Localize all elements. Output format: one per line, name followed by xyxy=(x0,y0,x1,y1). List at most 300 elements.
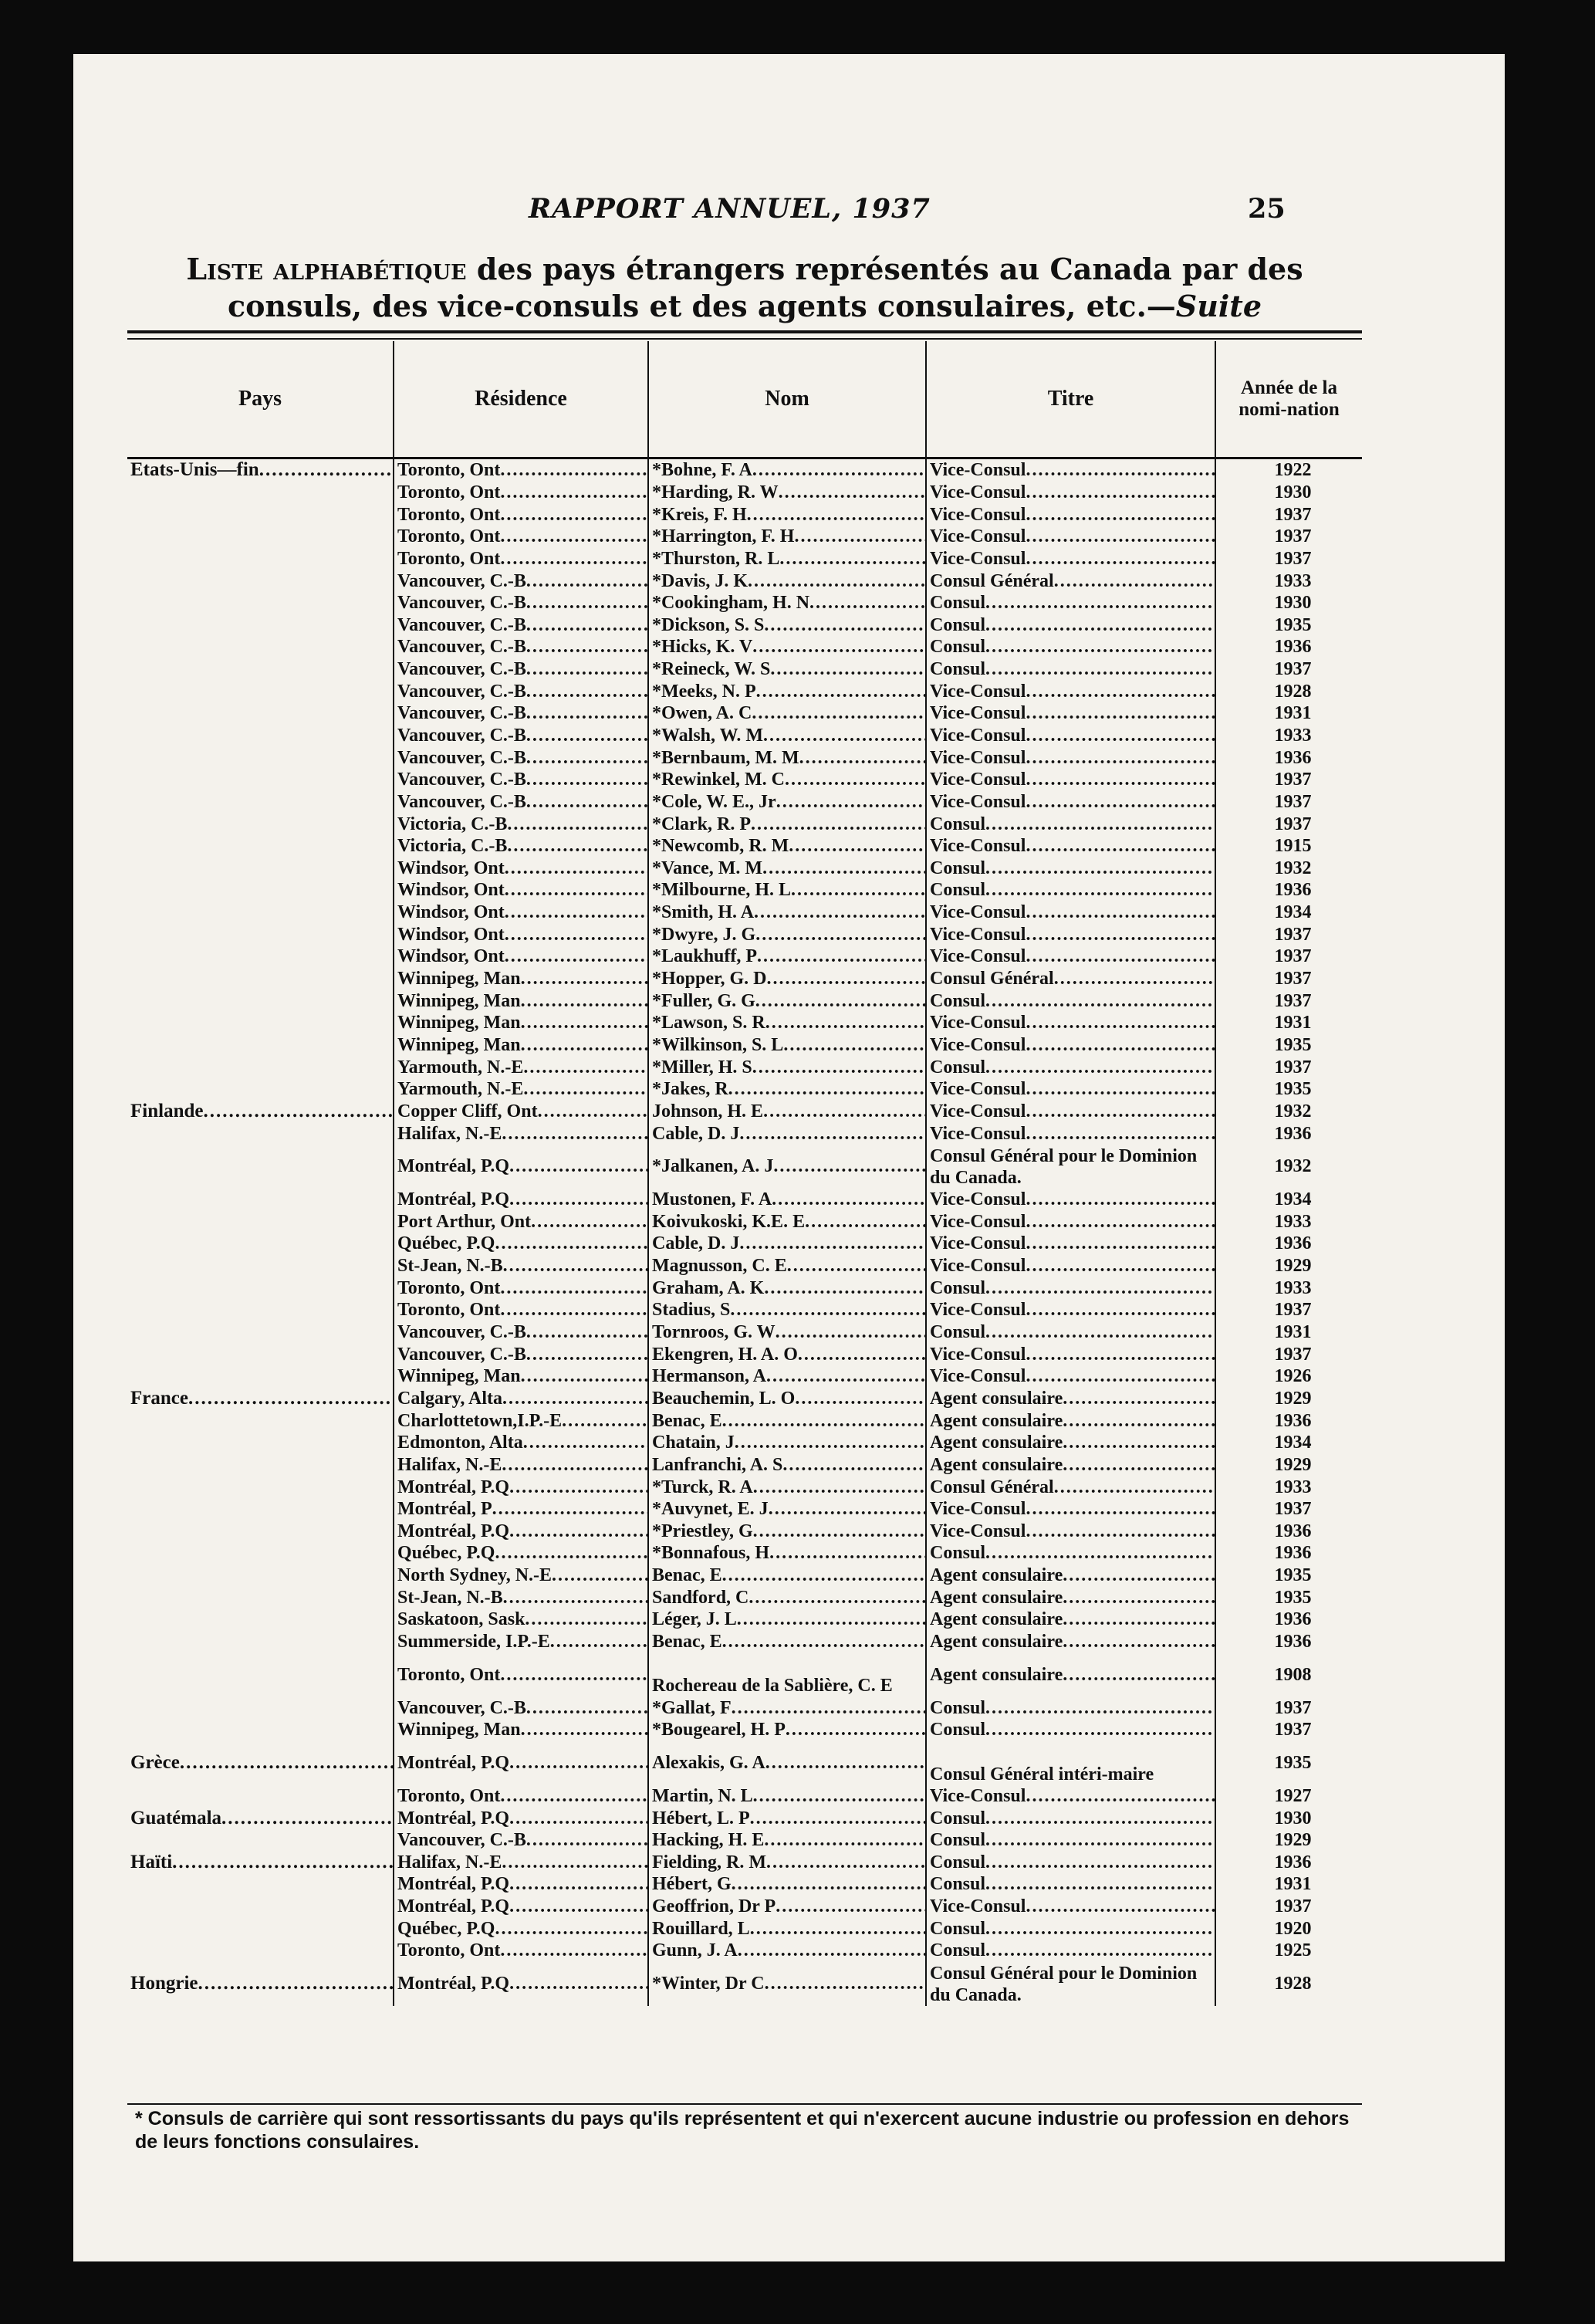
leader-dots xyxy=(552,1565,648,1585)
table-row xyxy=(127,725,1362,747)
cell-titre: Vice-Consul ..... xyxy=(926,526,1215,548)
table-row xyxy=(127,1101,1362,1123)
leader-dots xyxy=(763,726,926,746)
leader-dots xyxy=(1026,1300,1215,1320)
cell-annee: 1937 xyxy=(1215,1056,1362,1078)
table-row xyxy=(127,1807,1362,1829)
cell-pays: Hongrie ..... xyxy=(127,1962,394,2006)
cell-nom: *Hicks, K. V ..... xyxy=(648,636,926,658)
leader-dots xyxy=(523,1079,648,1099)
cell-nom: *Auvynet, E. J ..... xyxy=(648,1498,926,1521)
cell-titre: Vice-Consul ..... xyxy=(926,702,1215,725)
leader-dots xyxy=(764,1278,926,1298)
leader-dots xyxy=(779,482,926,502)
leader-dots xyxy=(985,593,1215,613)
leader-dots xyxy=(502,1389,648,1409)
leader-dots xyxy=(735,1433,926,1453)
leader-dots xyxy=(172,1852,394,1872)
cell-nom: *Cole, W. E., Jr ..... xyxy=(648,791,926,814)
cell-pays xyxy=(127,548,394,570)
cell-annee: 1930 xyxy=(1215,1807,1362,1829)
cell-pays xyxy=(127,1056,394,1078)
leader-dots xyxy=(985,1852,1215,1872)
leader-dots xyxy=(1026,482,1215,502)
cell-residence: Summerside, I.P.-E ..... xyxy=(394,1631,648,1653)
leader-dots xyxy=(1026,748,1215,768)
leader-dots xyxy=(769,1499,926,1519)
cell-titre: Consul ..... xyxy=(926,1719,1215,1741)
leader-dots xyxy=(1026,770,1215,790)
cell-pays xyxy=(127,1078,394,1101)
caption-text: des pays étrangers représentés au Canada par des consuls, des vice-consuls et des agents consulaires, etc.— xyxy=(227,252,1303,323)
leader-dots xyxy=(985,1278,1215,1298)
leader-dots xyxy=(752,703,926,723)
cell-residence: Vancouver, C.-B ..... xyxy=(394,791,648,814)
leader-dots xyxy=(500,1940,648,1960)
cell-annee: 1937 xyxy=(1215,791,1362,814)
leader-dots xyxy=(765,1013,926,1033)
cell-residence: Montréal, P.Q ..... xyxy=(394,1145,648,1189)
cell-titre: Vice-Consul ..... xyxy=(926,1343,1215,1365)
cell-titre: Agent consulaire ..... xyxy=(926,1388,1215,1410)
cell-pays xyxy=(127,636,394,658)
leader-dots xyxy=(500,549,648,569)
leader-dots xyxy=(509,1896,648,1916)
cell-residence: Winnipeg, Man ..... xyxy=(394,1365,648,1388)
cell-annee: 1935 xyxy=(1215,1586,1362,1609)
leader-dots xyxy=(766,1366,926,1386)
leader-dots xyxy=(773,1156,926,1176)
cell-residence: Copper Cliff, Ont ..... xyxy=(394,1101,648,1123)
cell-nom: Geoffrion, Dr P ..... xyxy=(648,1896,926,1918)
caption-suite: Suite xyxy=(1175,289,1262,323)
cell-pays xyxy=(127,592,394,614)
cell-titre: Vice-Consul ..... xyxy=(926,902,1215,924)
cell-nom: Alexakis, G. A ..... xyxy=(648,1741,926,1785)
table-row xyxy=(127,858,1362,880)
leader-dots xyxy=(791,880,926,900)
cell-residence: Winnipeg, Man ..... xyxy=(394,1719,648,1741)
leader-dots xyxy=(1063,1665,1215,1685)
table-row xyxy=(127,1189,1362,1211)
cell-nom: *Wilkinson, S. L ..... xyxy=(648,1034,926,1057)
cell-titre: Agent consulaire ..... xyxy=(926,1653,1215,1696)
cell-titre: Consul Général ..... xyxy=(926,968,1215,990)
cell-annee: 1936 xyxy=(1215,1520,1362,1542)
table-row xyxy=(127,636,1362,658)
leader-dots xyxy=(521,969,648,989)
leader-dots xyxy=(752,637,926,657)
cell-nom: Hermanson, A ..... xyxy=(648,1365,926,1388)
cell-annee: 1935 xyxy=(1215,614,1362,636)
cell-titre: Vice-Consul ..... xyxy=(926,945,1215,968)
leader-dots xyxy=(1026,460,1215,480)
leader-dots xyxy=(756,682,926,702)
table-row xyxy=(127,680,1362,702)
cell-residence: Yarmouth, N.-E ..... xyxy=(394,1056,648,1078)
table-row xyxy=(127,1653,1362,1696)
leader-dots xyxy=(809,593,926,613)
cell-residence: North Sydney, N.-E ..... xyxy=(394,1565,648,1587)
cell-residence: Vancouver, C.-B ..... xyxy=(394,769,648,791)
leader-dots xyxy=(985,1698,1215,1718)
cell-residence: Montréal, P.Q ..... xyxy=(394,1896,648,1918)
cell-nom: *Miller, H. S ..... xyxy=(648,1056,926,1078)
cell-pays xyxy=(127,1476,394,1498)
cell-titre: Vice-Consul ..... xyxy=(926,1012,1215,1034)
leader-dots xyxy=(526,637,648,657)
cell-titre: Consul ..... xyxy=(926,1829,1215,1852)
cell-annee: 1927 xyxy=(1215,1785,1362,1808)
cell-annee: 1931 xyxy=(1215,1873,1362,1896)
cell-nom: *Gallat, F ..... xyxy=(648,1696,926,1719)
cell-titre: Vice-Consul ..... xyxy=(926,1299,1215,1321)
cell-titre: Agent consulaire ..... xyxy=(926,1432,1215,1454)
cell-titre: Consul Général pour le Dominion du Canada. xyxy=(926,1962,1215,2006)
leader-dots xyxy=(203,1101,394,1121)
cell-annee: 1937 xyxy=(1215,1896,1362,1918)
leader-dots xyxy=(739,1233,926,1253)
cell-titre: Consul ..... xyxy=(926,1696,1215,1719)
cell-annee: 1931 xyxy=(1215,1321,1362,1344)
leader-dots xyxy=(722,1411,926,1431)
cell-pays xyxy=(127,902,394,924)
cell-pays xyxy=(127,1255,394,1277)
leader-dots xyxy=(1026,1189,1215,1209)
cell-residence: Vancouver, C.-B ..... xyxy=(394,1829,648,1852)
leader-dots xyxy=(526,615,648,635)
cell-annee: 1937 xyxy=(1215,1343,1362,1365)
footnote: * Consuls de carrière qui sont ressortissants du pays qu'ils représentent et qui n'exercent aucune industrie ou profession en dehors de leurs fonctions consulaires. xyxy=(135,2108,1350,2153)
cell-pays xyxy=(127,614,394,636)
cell-residence: St-Jean, N.-B ..... xyxy=(394,1255,648,1277)
cell-residence: Toronto, Ont ..... xyxy=(394,548,648,570)
cell-annee: 1930 xyxy=(1215,592,1362,614)
cell-titre: Agent consulaire ..... xyxy=(926,1609,1215,1631)
column-header-nom: Nom xyxy=(648,341,926,458)
cell-nom: Benac, E ..... xyxy=(648,1565,926,1587)
leader-dots xyxy=(526,593,648,613)
leader-dots xyxy=(1026,946,1215,966)
cell-annee: 1922 xyxy=(1215,458,1362,482)
cell-pays xyxy=(127,1343,394,1365)
leader-dots xyxy=(550,1632,648,1652)
cell-pays xyxy=(127,1829,394,1852)
cell-pays xyxy=(127,526,394,548)
leader-dots xyxy=(180,1752,394,1773)
cell-nom: *Fuller, G. G ..... xyxy=(648,989,926,1012)
table-row xyxy=(127,1211,1362,1233)
cell-residence: Winnipeg, Man ..... xyxy=(394,1012,648,1034)
cell-pays xyxy=(127,702,394,725)
leader-dots xyxy=(765,1974,926,1994)
cell-residence: Montréal, P.Q ..... xyxy=(394,1189,648,1211)
cell-annee: 1933 xyxy=(1215,1211,1362,1233)
table-row xyxy=(127,1034,1362,1057)
table-row xyxy=(127,1299,1362,1321)
cell-residence: Vancouver, C.-B ..... xyxy=(394,592,648,614)
leader-dots xyxy=(776,792,926,812)
cell-nom: *Lawson, S. R ..... xyxy=(648,1012,926,1034)
cell-annee: 1935 xyxy=(1215,1078,1362,1101)
leader-dots xyxy=(1063,1411,1215,1431)
cell-pays xyxy=(127,1719,394,1741)
cell-residence: Vancouver, C.-B ..... xyxy=(394,1321,648,1344)
table-caption xyxy=(120,251,1370,325)
leader-dots xyxy=(500,505,648,525)
cell-nom: *Priestley, G ..... xyxy=(648,1520,926,1542)
leader-dots xyxy=(766,969,926,989)
leader-dots xyxy=(523,1433,648,1453)
cell-titre: Vice-Consul ..... xyxy=(926,1211,1215,1233)
leader-dots xyxy=(521,1013,648,1033)
leader-dots xyxy=(985,1057,1215,1077)
table-body xyxy=(127,458,1362,2006)
cell-titre: Consul ..... xyxy=(926,1852,1215,1874)
table-row xyxy=(127,1498,1362,1521)
cell-residence: Vancouver, C.-B ..... xyxy=(394,570,648,592)
cell-nom: Stadius, S ..... xyxy=(648,1299,926,1321)
leader-dots xyxy=(505,946,648,966)
cell-pays xyxy=(127,725,394,747)
leader-dots xyxy=(495,1233,648,1253)
cell-residence: Windsor, Ont ..... xyxy=(394,858,648,880)
leader-dots xyxy=(526,682,648,702)
leader-dots xyxy=(1026,1521,1215,1541)
cell-annee: 1929 xyxy=(1215,1255,1362,1277)
cell-titre: Consul Général pour le Dominion du Canada. xyxy=(926,1145,1215,1189)
cell-residence: Montréal, P.Q ..... xyxy=(394,1873,648,1896)
cell-residence: Windsor, Ont ..... xyxy=(394,923,648,945)
cell-titre: Consul ..... xyxy=(926,879,1215,902)
table-row xyxy=(127,1542,1362,1565)
cell-pays xyxy=(127,746,394,769)
cell-annee: 1908 xyxy=(1215,1653,1362,1696)
leader-dots xyxy=(1026,1101,1215,1121)
leader-dots xyxy=(1054,571,1215,591)
cell-titre: Consul ..... xyxy=(926,1056,1215,1078)
cell-pays xyxy=(127,1145,394,1189)
leader-dots xyxy=(521,1035,648,1055)
leader-dots xyxy=(765,1753,926,1773)
table-row xyxy=(127,1454,1362,1477)
table-row xyxy=(127,1741,1362,1785)
table-row xyxy=(127,1476,1362,1498)
leader-dots xyxy=(738,1940,926,1960)
cell-residence: Winnipeg, Man ..... xyxy=(394,968,648,990)
leader-dots xyxy=(526,659,648,679)
leader-dots xyxy=(502,1852,648,1872)
leader-dots xyxy=(1063,1632,1215,1652)
cell-pays xyxy=(127,1917,394,1940)
cell-titre: Consul ..... xyxy=(926,1873,1215,1896)
cell-pays xyxy=(127,1653,394,1696)
cell-residence: Winnipeg, Man ..... xyxy=(394,989,648,1012)
column-header-residence: Résidence xyxy=(394,341,648,458)
leader-dots xyxy=(521,1720,648,1740)
table-row xyxy=(127,1719,1362,1741)
table-row xyxy=(127,1873,1362,1896)
leader-dots xyxy=(1054,969,1215,989)
leader-dots xyxy=(1026,1079,1215,1099)
leader-dots xyxy=(772,1189,926,1209)
caption-lead: Liste alphabétique xyxy=(186,252,467,286)
cell-titre: Vice-Consul ..... xyxy=(926,1255,1215,1277)
leader-dots xyxy=(764,1830,926,1850)
table-row xyxy=(127,1409,1362,1432)
cell-nom: Tornroos, G. W ..... xyxy=(648,1321,926,1344)
cell-nom: Cable, D. J ..... xyxy=(648,1233,926,1255)
table-row xyxy=(127,1565,1362,1587)
cell-annee: 1937 xyxy=(1215,923,1362,945)
cell-titre: Consul ..... xyxy=(926,614,1215,636)
leader-dots xyxy=(1026,703,1215,723)
cell-residence: Saskatoon, Sask ..... xyxy=(394,1609,648,1631)
leader-dots xyxy=(750,1919,926,1939)
leader-dots xyxy=(786,1720,926,1740)
cell-residence: Québec, P.Q ..... xyxy=(394,1542,648,1565)
cell-annee: 1937 xyxy=(1215,813,1362,835)
leader-dots xyxy=(782,1455,926,1475)
cell-nom: *Reineck, W. S ..... xyxy=(648,658,926,681)
leader-dots xyxy=(1026,925,1215,945)
table-row xyxy=(127,458,1362,482)
cell-residence: Halifax, N.-E ..... xyxy=(394,1454,648,1477)
cell-titre: Consul ..... xyxy=(926,1807,1215,1829)
cell-nom: *Clark, R. P ..... xyxy=(648,813,926,835)
cell-nom: *Winter, Dr C ..... xyxy=(648,1962,926,2006)
cell-residence: Québec, P.Q ..... xyxy=(394,1233,648,1255)
cell-titre: Vice-Consul ..... xyxy=(926,503,1215,526)
cell-nom: *Bernbaum, M. M ..... xyxy=(648,746,926,769)
leader-dots xyxy=(1026,1345,1215,1365)
cell-residence: Toronto, Ont ..... xyxy=(394,1653,648,1696)
leader-dots xyxy=(722,1632,926,1652)
cell-titre: Consul ..... xyxy=(926,989,1215,1012)
leader-dots xyxy=(526,1830,648,1850)
leader-dots xyxy=(509,1753,648,1773)
leader-dots xyxy=(985,1322,1215,1342)
cell-annee: 1929 xyxy=(1215,1388,1362,1410)
cell-annee: 1937 xyxy=(1215,769,1362,791)
cell-nom: *Bougearel, H. P ..... xyxy=(648,1719,926,1741)
leader-dots xyxy=(500,1278,648,1298)
cell-pays xyxy=(127,1609,394,1631)
cell-pays xyxy=(127,1233,394,1255)
table-row xyxy=(127,1365,1362,1388)
cell-titre: Consul ..... xyxy=(926,592,1215,614)
cell-pays: Etats-Unis—fin ..... xyxy=(127,458,394,482)
cell-pays xyxy=(127,1873,394,1896)
cell-titre: Consul ..... xyxy=(926,658,1215,681)
cell-annee: 1928 xyxy=(1215,1962,1362,2006)
table-row xyxy=(127,1012,1362,1034)
cell-annee: 1925 xyxy=(1215,1940,1362,1962)
cell-residence: Vancouver, C.-B ..... xyxy=(394,725,648,747)
cell-annee: 1936 xyxy=(1215,1233,1362,1255)
cell-pays xyxy=(127,769,394,791)
cell-nom: Cable, D. J ..... xyxy=(648,1122,926,1145)
cell-pays: France ..... xyxy=(127,1388,394,1410)
cell-pays xyxy=(127,1211,394,1233)
running-title: RAPPORT ANNUEL, 1937 xyxy=(529,193,931,225)
cell-residence: Toronto, Ont ..... xyxy=(394,482,648,504)
cell-annee: 1933 xyxy=(1215,1277,1362,1299)
cell-titre: Consul ..... xyxy=(926,858,1215,880)
cell-residence: Montréal, P.Q ..... xyxy=(394,1962,648,2006)
leader-dots xyxy=(753,1477,926,1497)
cell-annee: 1936 xyxy=(1215,1852,1362,1874)
leader-dots xyxy=(755,925,926,945)
cell-annee: 1937 xyxy=(1215,1299,1362,1321)
leader-dots xyxy=(1026,792,1215,812)
cell-annee: 1933 xyxy=(1215,570,1362,592)
cell-annee: 1937 xyxy=(1215,548,1362,570)
leader-dots xyxy=(805,1212,926,1232)
leader-dots xyxy=(985,1830,1215,1850)
column-header-pays: Pays xyxy=(238,387,282,411)
leader-dots xyxy=(198,1973,394,1994)
leader-dots xyxy=(1026,902,1215,922)
leader-dots xyxy=(783,1035,926,1055)
cell-residence: Montréal, P.Q ..... xyxy=(394,1520,648,1542)
cell-pays xyxy=(127,1189,394,1211)
leader-dots xyxy=(776,1322,926,1342)
cell-nom: Sandford, C ..... xyxy=(648,1586,926,1609)
cell-annee: 1929 xyxy=(1215,1829,1362,1852)
cell-annee: 1937 xyxy=(1215,1498,1362,1521)
leader-dots xyxy=(753,1521,926,1541)
cell-nom: Graham, A. K ..... xyxy=(648,1277,926,1299)
leader-dots xyxy=(730,1300,926,1320)
cell-annee: 1937 xyxy=(1215,1719,1362,1741)
cell-pays xyxy=(127,1365,394,1388)
cell-pays xyxy=(127,1586,394,1609)
leader-dots xyxy=(985,659,1215,679)
leader-dots xyxy=(1026,1124,1215,1144)
leader-dots xyxy=(750,1808,926,1828)
leader-dots xyxy=(1026,682,1215,702)
leader-dots xyxy=(509,1189,648,1209)
cell-nom: *Dickson, S. S ..... xyxy=(648,614,926,636)
cell-pays: Haïti ..... xyxy=(127,1852,394,1874)
cell-titre: Consul Général intéri-maire xyxy=(926,1741,1215,1785)
cell-pays xyxy=(127,1520,394,1542)
cell-annee: 1935 xyxy=(1215,1565,1362,1587)
cell-residence: Toronto, Ont ..... xyxy=(394,526,648,548)
table-row xyxy=(127,879,1362,902)
cell-residence: Calgary, Alta ..... xyxy=(394,1388,648,1410)
cell-residence: Toronto, Ont ..... xyxy=(394,503,648,526)
cell-titre: Vice-Consul ..... xyxy=(926,791,1215,814)
table-row xyxy=(127,1277,1362,1299)
leader-dots xyxy=(502,1455,648,1475)
cell-annee: 1935 xyxy=(1215,1034,1362,1057)
cell-annee: 1937 xyxy=(1215,1696,1362,1719)
cell-pays xyxy=(127,1940,394,1962)
leader-dots xyxy=(764,615,926,635)
leader-dots xyxy=(500,1300,648,1320)
cell-pays xyxy=(127,1454,394,1477)
cell-annee: 1937 xyxy=(1215,658,1362,681)
cell-pays xyxy=(127,658,394,681)
cell-nom: *Milbourne, H. L ..... xyxy=(648,879,926,902)
leader-dots xyxy=(507,814,648,834)
cell-pays xyxy=(127,1785,394,1808)
leader-dots xyxy=(1054,1477,1215,1497)
cell-titre: Agent consulaire ..... xyxy=(926,1454,1215,1477)
double-rule-bottom xyxy=(127,338,1362,340)
